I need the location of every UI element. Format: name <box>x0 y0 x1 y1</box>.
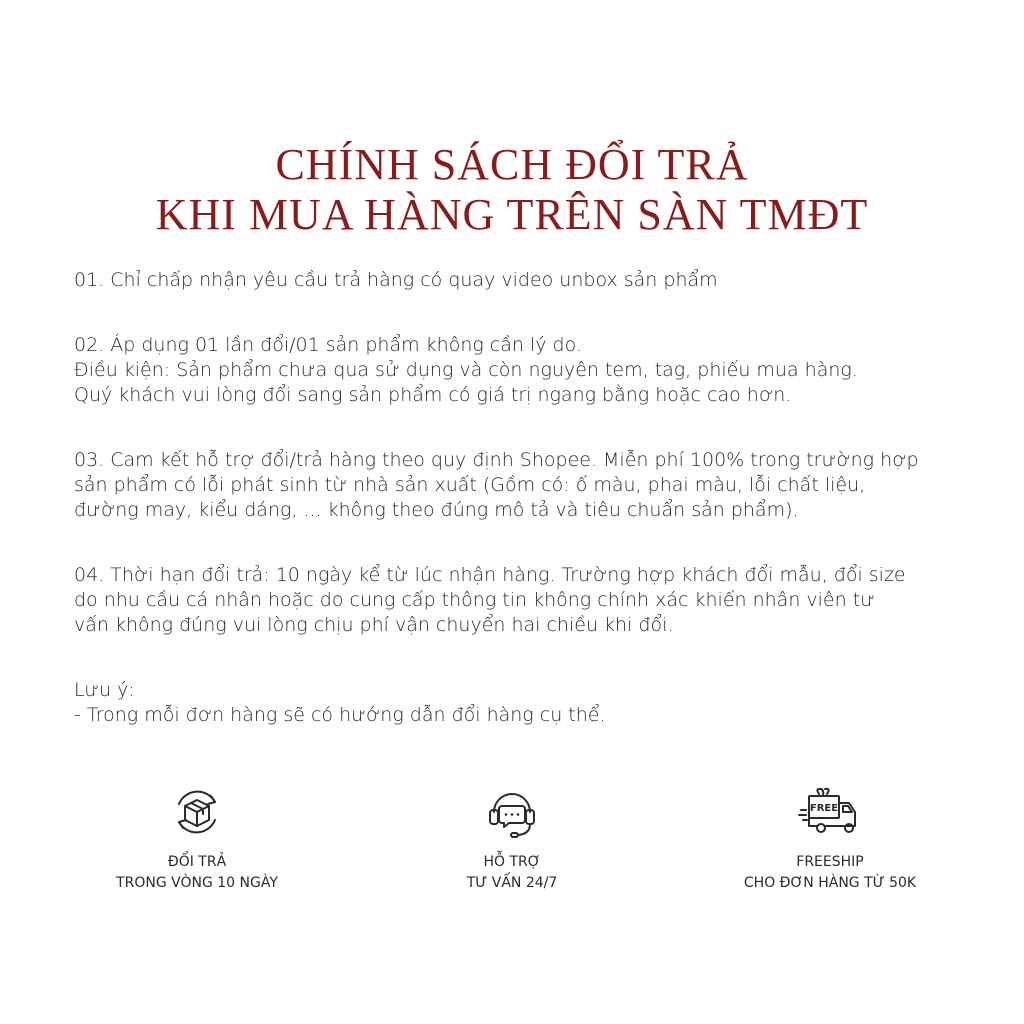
policy-line: sản phẩm có lỗi phát sinh từ nhà sản xuất (Gồm có: ố màu, phai màu, lỗi chất liệu, <box>74 474 866 496</box>
policy-line: 04. Thời hạn đổi trả: 10 ngày kể từ lúc nhận hàng. Trường hợp khách đổi mẫu, đổi size <box>74 564 906 586</box>
title-line-1: CHÍNH SÁCH ĐỔI TRẢ <box>275 140 749 189</box>
policy-line: do nhu cầu cá nhân hoặc do cung cấp thông tin không chính xác khiến nhân viên tư <box>74 589 875 611</box>
note-heading: Lưu ý: <box>74 679 135 701</box>
policy-item-3 <box>74 448 974 523</box>
policy-item-2 <box>74 333 974 408</box>
free-delivery-truck-icon <box>797 782 863 842</box>
policy-line: Điều kiện: Sản phẩm chưa qua sử dụng và còn nguyên tem, tag, phiếu mua hàng. <box>74 359 858 381</box>
policy-line: Quý khách vui lòng đổi sang sản phẩm có giá trị ngang bằng hoặc cao hơn. <box>74 384 792 406</box>
feature-support-title: HỖ TRỢ <box>483 854 541 870</box>
note-line: - Trong mỗi đơn hàng sẽ có hướng dẫn đổi hàng cụ thể. <box>74 704 606 726</box>
support-headset-icon <box>482 782 542 842</box>
policy-note <box>74 678 974 728</box>
feature-return <box>67 782 327 894</box>
page-title <box>0 140 1024 240</box>
feature-freeship <box>700 782 960 894</box>
policy-line: 02. Áp dụng 01 lần đổi/01 sản phẩm không cần lý do. <box>74 334 582 356</box>
title-line-2: KHI MUA HÀNG TRÊN SÀN TMĐT <box>155 190 869 239</box>
policy-line: vấn không đúng vui lòng chịu phí vận chuyển hai chiều khi đổi. <box>74 614 674 636</box>
free-badge: FREE <box>809 803 839 814</box>
policy-line: 03. Cam kết hỗ trợ đổi/trả hàng theo quy định Shopee. Miễn phí 100% trong trường hợp <box>74 449 919 471</box>
feature-row <box>0 782 1024 902</box>
feature-support <box>382 782 642 894</box>
policy-line: 01. Chỉ chấp nhận yêu cầu trả hàng có quay video unbox sản phẩm <box>74 269 718 291</box>
policy-item-1 <box>74 268 974 293</box>
policy-line: đường may, kiểu dáng, ... không theo đúng mô tả và tiêu chuẩn sản phẩm). <box>74 499 799 521</box>
feature-freeship-title: FREESHIP <box>796 854 864 870</box>
policy-item-4 <box>74 563 974 638</box>
policy-content <box>74 268 974 728</box>
feature-return-title: ĐỔI TRẢ <box>167 854 227 870</box>
feature-support-subtitle: TƯ VẤN 24/7 <box>466 875 558 891</box>
feature-freeship-subtitle: CHO ĐƠN HÀNG TỪ 50K <box>743 875 917 891</box>
return-box-icon <box>167 782 227 842</box>
feature-return-subtitle: TRONG VÒNG 10 NGÀY <box>116 875 278 891</box>
